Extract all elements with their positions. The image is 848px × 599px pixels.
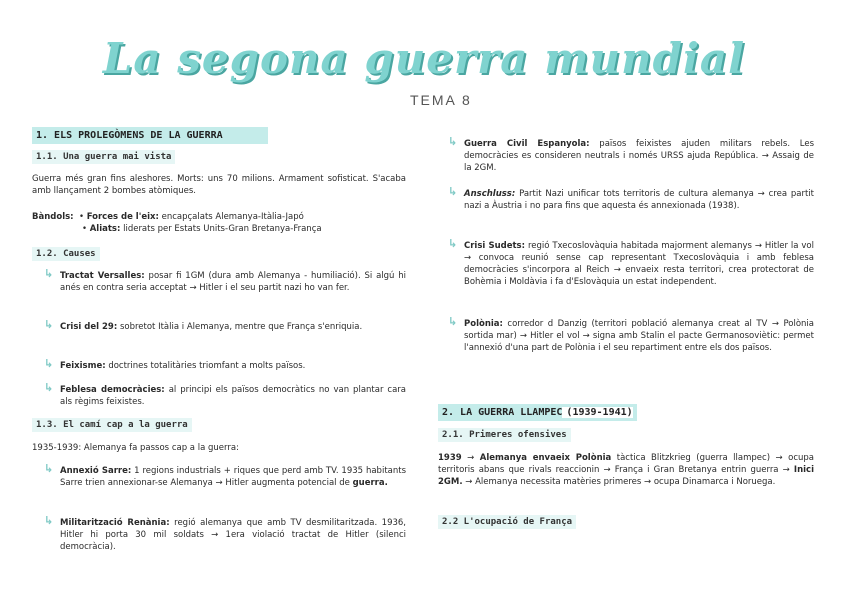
crisi29-label: Crisi del 29: xyxy=(60,322,118,332)
p1939-a: tàctica Blitzkrieg (guerra llampec) → ocupa territoris abans que rivals reaccionin → França i Gran Bretanya entrin guerra → xyxy=(438,453,814,475)
polonia-text: corredor d Danzig (territori població alemanya creat al TV → Polònia sortida mar) → Hitler el vol → signa amb Stalin el pacte Germanosoviètic: permet l'annexió d'una part de Polònia i el seu repartiment entre els dos països. xyxy=(464,319,815,353)
section-1-2-heading: 1.2. Causes xyxy=(32,247,100,261)
arrow-icon: ↳ xyxy=(448,237,458,250)
renania-text: regió alemanya que amb TV desmilitaritzada. 1936, Hitler hi porta 30 mil soldats → 1era violació tractat de Hitler (silenci democràcia). xyxy=(60,518,406,552)
renania-label: Militarització Renània: xyxy=(60,518,170,528)
section-2-years: (1939-1941) xyxy=(562,407,632,418)
crisi29-text: sobretot Itàlia i Alemanya, mentre que França s'enriquia. xyxy=(119,322,363,332)
section-1-3-heading: 1.3. El camí cap a la guerra xyxy=(32,418,192,432)
arrow-icon: ↳ xyxy=(448,315,458,328)
bullet-sarre xyxy=(44,462,407,489)
sarre-end: guerra. xyxy=(352,478,388,488)
bullet-polonia xyxy=(448,315,815,354)
forces-label: Forces de l'eix: xyxy=(86,212,159,222)
sarre-label: Annexió Sarre: xyxy=(60,466,132,476)
anschluss-label: Anschluss: xyxy=(464,189,516,199)
bandols-line-2: • Aliats: liderats per Estats Units-Gran Bretanya-França xyxy=(82,224,322,234)
cami-intro: 1935-1939: Alemanya fa passos cap a la guerra: xyxy=(32,443,239,453)
feixisme-label: Feixisme: xyxy=(60,361,106,371)
section-2-title: 2. LA GUERRA LLAMPEC xyxy=(442,407,563,418)
bullet-renania xyxy=(44,514,406,553)
arrow-icon: ↳ xyxy=(448,135,458,148)
p1939-b: → Alemanya necessita matèries primeres → ocupa Dinamarca i Noruega. xyxy=(465,477,776,487)
versalles-text: posar fi 1GM (dura amb Alemanya - humiliació). Si algú hi anés en contra seria acceptat → Hitler i el seu partit nazi ho van fer. xyxy=(60,271,406,293)
bullet-versalles xyxy=(44,267,406,294)
bullet-guerra-civil xyxy=(448,135,815,174)
section-1-1-heading: 1.1. Una guerra mai vista xyxy=(32,150,175,164)
section-1-heading: 1. ELS PROLEGÒMENS DE LA GUERRA xyxy=(32,127,268,144)
sudets-text: regió Txecoslovàquia habitada majorment alemanys → Hitler la vol → convoca reunió sense cap representant Txecoslovàquia i amb feblesa democràcies s'incorpora al Reich → envaeix resta territori, crea protectorat de Bohèmia i Moldàvia i fa d'Eslovàquia un estat independent. xyxy=(464,241,814,287)
arrow-icon: ↳ xyxy=(44,514,54,527)
section-2-1-heading: 2.1. Primeres ofensives xyxy=(438,428,571,442)
civil-label: Guerra Civil Espanyola: xyxy=(464,139,590,149)
arrow-icon: ↳ xyxy=(448,185,458,198)
bandols-line-1: Bàndols: • Forces de l'eix: encapçalats Alemanya-Itàlia-Japó xyxy=(32,212,304,222)
sarre-text: 1 regions industrials + riques que perd amb TV. 1935 habitants Sarre trien annexionar-se Alemanya → Hitler augmenta potencial de xyxy=(60,466,407,488)
p1939-year: 1939 xyxy=(438,453,462,463)
p1939-inici: Inici 2GM. xyxy=(438,465,815,487)
bullet-sudets xyxy=(448,237,814,288)
p1939-bold: Alemanya envaeix Polònia xyxy=(479,453,612,463)
arrow-icon: ↳ xyxy=(44,267,54,280)
anschluss-text: Partit Nazi unificar tots territoris de cultura alemanya → crea partit nazi a Àustria i no para fins que aquesta és annexionada (1938). xyxy=(464,189,814,211)
section-2-2-heading: 2.2 L'ocupació de França xyxy=(438,515,576,529)
bullet-crisi29 xyxy=(44,318,406,333)
arrow-icon: ↳ xyxy=(44,462,54,475)
bandols-label: Bàndols: xyxy=(32,212,74,222)
bullet-feixisme xyxy=(44,357,406,372)
aliats-label: Aliats: xyxy=(89,224,121,234)
arrow-icon: ↳ xyxy=(44,318,54,331)
feixisme-text: doctrines totalitàries triomfant a molts països. xyxy=(108,361,306,371)
page-title: La segona guerra mundial xyxy=(102,34,746,83)
bullet-anschluss xyxy=(448,185,814,212)
feblesa-text: al principi els països democràtics no van plantar cara als règims feixistes. xyxy=(60,385,407,407)
forces-text: encapçalats Alemanya-Itàlia-Japó xyxy=(161,212,304,222)
versalles-label: Tractat Versalles: xyxy=(60,271,145,281)
polonia-label: Polònia: xyxy=(464,319,503,329)
aliats-text: liderats per Estats Units-Gran Bretanya-França xyxy=(123,224,322,234)
bullet-feblesa xyxy=(44,381,407,408)
paragraph-guerra: Guerra més gran fins aleshores. Morts: uns 70 milions. Armament sofisticat. S'acaba amb llançament 2 bombes atòmiques. xyxy=(32,174,406,196)
civil-text: països feixistes ajuden militars rebels. Les democràcies es consideren neutrals i només URSS ajuda República. → Assaig de la 2GM. xyxy=(464,139,815,173)
arrow-icon: ↳ xyxy=(44,381,54,394)
feblesa-label: Feblesa democràcies: xyxy=(60,385,165,395)
section-2-heading xyxy=(438,404,637,421)
sudets-label: Crisi Sudets: xyxy=(464,241,526,251)
arrow-icon: ↳ xyxy=(44,357,54,370)
page-subtitle: TEMA 8 xyxy=(410,92,472,108)
paragraph-1939: 1939 → Alemanya envaeix Polònia tàctica Blitzkrieg (guerra llampec) → ocupa territoris abans que rivals reaccionin → França i Gran Bretanya entrin guerra → Inici 2GM. → Alemanya necessita matèries primeres → ocupa Dinamarca i Noruega. xyxy=(438,453,815,487)
